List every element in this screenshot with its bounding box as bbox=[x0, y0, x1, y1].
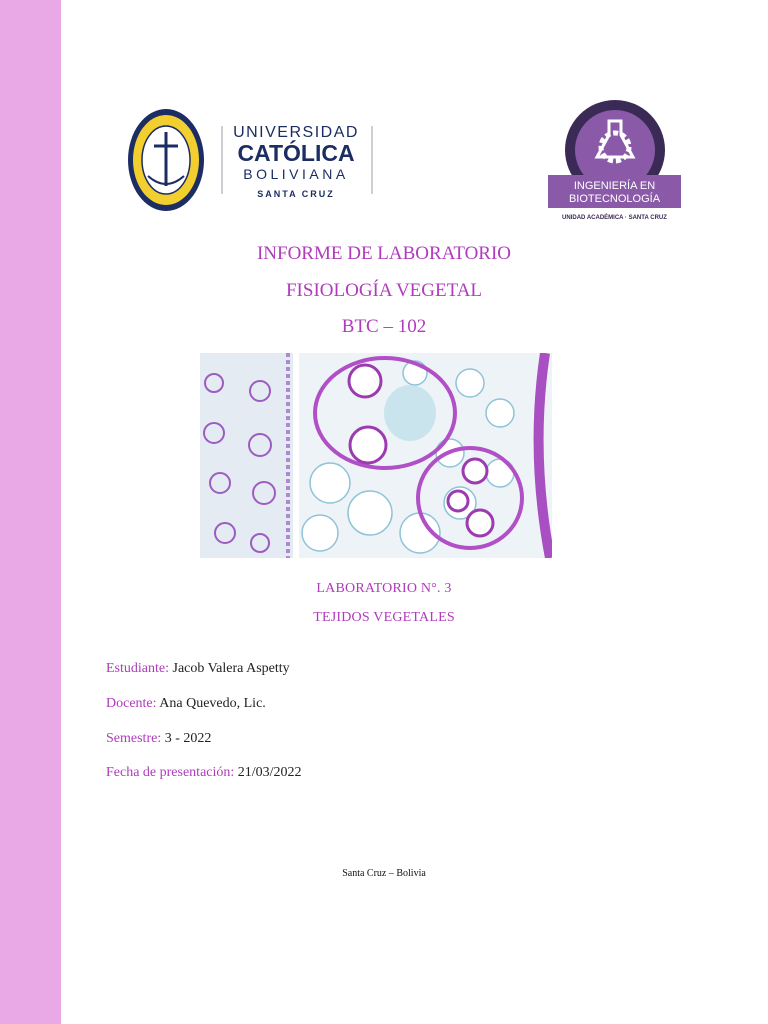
semester-label: Semestre: bbox=[106, 731, 162, 746]
bio-footer: UNIDAD ACADÉMICA · SANTA CRUZ bbox=[562, 215, 667, 221]
ucb-line3: BOLIVIANA bbox=[243, 166, 349, 182]
course-title: FISIOLOGÍA VEGETAL bbox=[285, 280, 483, 301]
student-value: Jacob Valera Aspetty bbox=[172, 661, 290, 676]
lab-number: LABORATORIO N°. 3 bbox=[316, 581, 452, 596]
report-title: INFORME DE LABORATORIO bbox=[256, 243, 512, 264]
ucb-line4: SANTA CRUZ bbox=[257, 189, 335, 199]
location-footer: Santa Cruz – Bolivia bbox=[342, 868, 426, 879]
plant-tissue-micrograph bbox=[200, 353, 564, 558]
ucb-logo bbox=[126, 106, 376, 214]
date-field bbox=[106, 765, 302, 781]
ucb-line2: CATÓLICA bbox=[237, 140, 355, 166]
bio-line1: INGENIERÍA EN bbox=[573, 180, 656, 192]
ucb-line1: UNIVERSIDAD bbox=[233, 124, 359, 141]
date-value: 21/03/2022 bbox=[237, 765, 302, 780]
biotecnologia-logo bbox=[547, 95, 682, 225]
student-field bbox=[106, 661, 290, 677]
semester-value: 3 - 2022 bbox=[164, 731, 212, 746]
date-label: Fecha de presentación: bbox=[106, 765, 235, 780]
semester-field bbox=[106, 731, 211, 747]
course-code: BTC – 102 bbox=[341, 316, 427, 337]
teacher-label: Docente: bbox=[106, 696, 157, 711]
bio-line2: BIOTECNOLOGÍA bbox=[568, 193, 661, 205]
teacher-field bbox=[106, 696, 266, 712]
student-label: Estudiante: bbox=[106, 661, 169, 676]
lab-topic: TEJIDOS VEGETALES bbox=[313, 610, 455, 625]
teacher-value: Ana Quevedo, Lic. bbox=[159, 696, 266, 711]
